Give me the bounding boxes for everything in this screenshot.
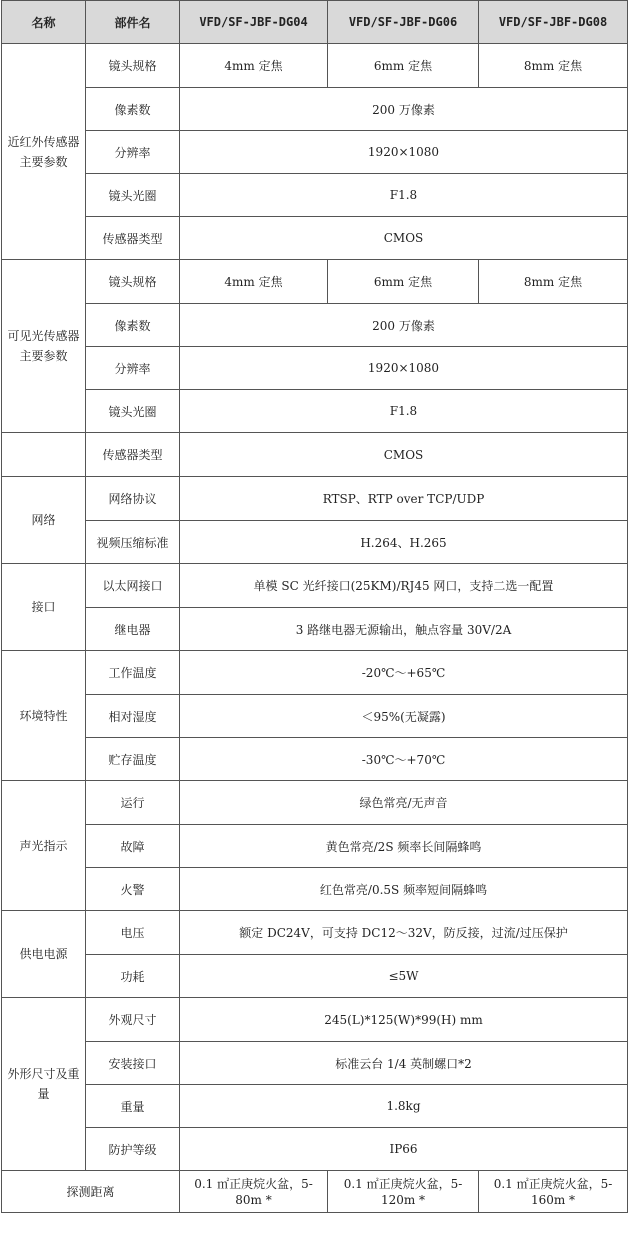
row-label: 分辨率: [86, 131, 180, 174]
table-row: [2, 217, 628, 260]
cell-value: H.264、H.265: [180, 521, 628, 564]
table-row: [2, 260, 628, 304]
row-label: 防护等级: [86, 1128, 180, 1171]
table-row: [2, 44, 628, 88]
cell-value: 4mm 定焦: [180, 260, 328, 304]
category-interface: 接口: [2, 564, 86, 651]
cell-value: 200 万像素: [180, 88, 628, 131]
cell-value: 6mm 定焦: [328, 44, 479, 88]
table-row: [2, 911, 628, 955]
table-row: [2, 998, 628, 1042]
cell-value: CMOS: [180, 217, 628, 260]
row-label: 电压: [86, 911, 180, 955]
table-row: [2, 651, 628, 695]
table-row: [2, 1128, 628, 1171]
spec-table: [1, 0, 628, 1213]
header-model-1: VFD/SF-JBF-DG04: [180, 1, 328, 44]
cell-value: 标准云台 1/4 英制螺口*2: [180, 1042, 628, 1085]
cell-value: 245(L)*125(W)*99(H) mm: [180, 998, 628, 1042]
row-label: 相对湿度: [86, 695, 180, 738]
header-name: 名称: [2, 1, 86, 44]
cell-value: 4mm 定焦: [180, 44, 328, 88]
category-network: 网络: [2, 477, 86, 564]
cell-value: 6mm 定焦: [328, 260, 479, 304]
table-row: [2, 88, 628, 131]
row-label: 镜头光圈: [86, 174, 180, 217]
table-row: [2, 477, 628, 521]
category-indicator: 声光指示: [2, 781, 86, 911]
table-row: [2, 738, 628, 781]
table-row: [2, 131, 628, 174]
table-row: [2, 1085, 628, 1128]
row-label: 网络协议: [86, 477, 180, 521]
table-row: [2, 868, 628, 911]
category-physical: 外形尺寸及重量: [2, 998, 86, 1171]
row-label: 重量: [86, 1085, 180, 1128]
cell-value: 1920×1080: [180, 347, 628, 390]
cell-value: 0.1 ㎡正庚烷火盆，5-160m *: [479, 1171, 628, 1213]
category-vis: 可见光传感器主要参数: [2, 260, 86, 433]
category-empty: [2, 433, 86, 477]
cell-value: 3 路继电器无源输出，触点容量 30V/2A: [180, 608, 628, 651]
table-row: [2, 390, 628, 433]
cell-value: -20℃～+65℃: [180, 651, 628, 695]
table-row: [2, 564, 628, 608]
table-row: [2, 174, 628, 217]
cell-value: 0.1 ㎡正庚烷火盆，5-80m *: [180, 1171, 328, 1213]
row-label: 运行: [86, 781, 180, 825]
table-row: [2, 347, 628, 390]
row-label: 传感器类型: [86, 433, 180, 477]
row-label: 镜头光圈: [86, 390, 180, 433]
cell-value: ≤5W: [180, 955, 628, 998]
row-label: 镜头规格: [86, 260, 180, 304]
table-row: [2, 608, 628, 651]
row-label: 分辨率: [86, 347, 180, 390]
header-part: 部件名: [86, 1, 180, 44]
header-row: [2, 1, 628, 44]
row-label: 工作温度: [86, 651, 180, 695]
cell-value: 红色常亮/0.5S 频率短间隔蜂鸣: [180, 868, 628, 911]
cell-value: 8mm 定焦: [479, 44, 628, 88]
cell-value: 1.8kg: [180, 1085, 628, 1128]
cell-value: 绿色常亮/无声音: [180, 781, 628, 825]
cell-value: 额定 DC24V，可支持 DC12～32V，防反接，过流/过压保护: [180, 911, 628, 955]
row-label: 传感器类型: [86, 217, 180, 260]
cell-value: 1920×1080: [180, 131, 628, 174]
row-label: 像素数: [86, 304, 180, 347]
category-power: 供电电源: [2, 911, 86, 998]
row-label: 像素数: [86, 88, 180, 131]
table-row: [2, 521, 628, 564]
table-row: [2, 433, 628, 477]
cell-value: 0.1 ㎡正庚烷火盆，5-120m *: [328, 1171, 479, 1213]
cell-value: 黄色常亮/2S 频率长间隔蜂鸣: [180, 825, 628, 868]
detection-label: 探测距离: [2, 1171, 180, 1213]
row-label: 镜头规格: [86, 44, 180, 88]
header-model-2: VFD/SF-JBF-DG06: [328, 1, 479, 44]
cell-value: -30℃～+70℃: [180, 738, 628, 781]
cell-value: RTSP、RTP over TCP/UDP: [180, 477, 628, 521]
table-row: [2, 695, 628, 738]
category-environment: 环境特性: [2, 651, 86, 781]
cell-value: 8mm 定焦: [479, 260, 628, 304]
cell-value: 200 万像素: [180, 304, 628, 347]
row-label: 以太网接口: [86, 564, 180, 608]
table-row: [2, 304, 628, 347]
row-label: 视频压缩标准: [86, 521, 180, 564]
row-label: 功耗: [86, 955, 180, 998]
cell-value: F1.8: [180, 174, 628, 217]
row-label: 安装接口: [86, 1042, 180, 1085]
cell-value: F1.8: [180, 390, 628, 433]
row-label: 故障: [86, 825, 180, 868]
row-label: 外观尺寸: [86, 998, 180, 1042]
header-model-3: VFD/SF-JBF-DG08: [479, 1, 628, 44]
cell-value: ＜95%(无凝露): [180, 695, 628, 738]
cell-value: 单模 SC 光纤接口(25KM)/RJ45 网口，支持二选一配置: [180, 564, 628, 608]
table-row: [2, 781, 628, 825]
row-label: 继电器: [86, 608, 180, 651]
row-label: 火警: [86, 868, 180, 911]
table-row: [2, 1042, 628, 1085]
category-nir: 近红外传感器主要参数: [2, 44, 86, 260]
table-row: [2, 955, 628, 998]
row-label: 贮存温度: [86, 738, 180, 781]
cell-value: IP66: [180, 1128, 628, 1171]
table-row: [2, 1171, 628, 1213]
cell-value: CMOS: [180, 433, 628, 477]
table-row: [2, 825, 628, 868]
